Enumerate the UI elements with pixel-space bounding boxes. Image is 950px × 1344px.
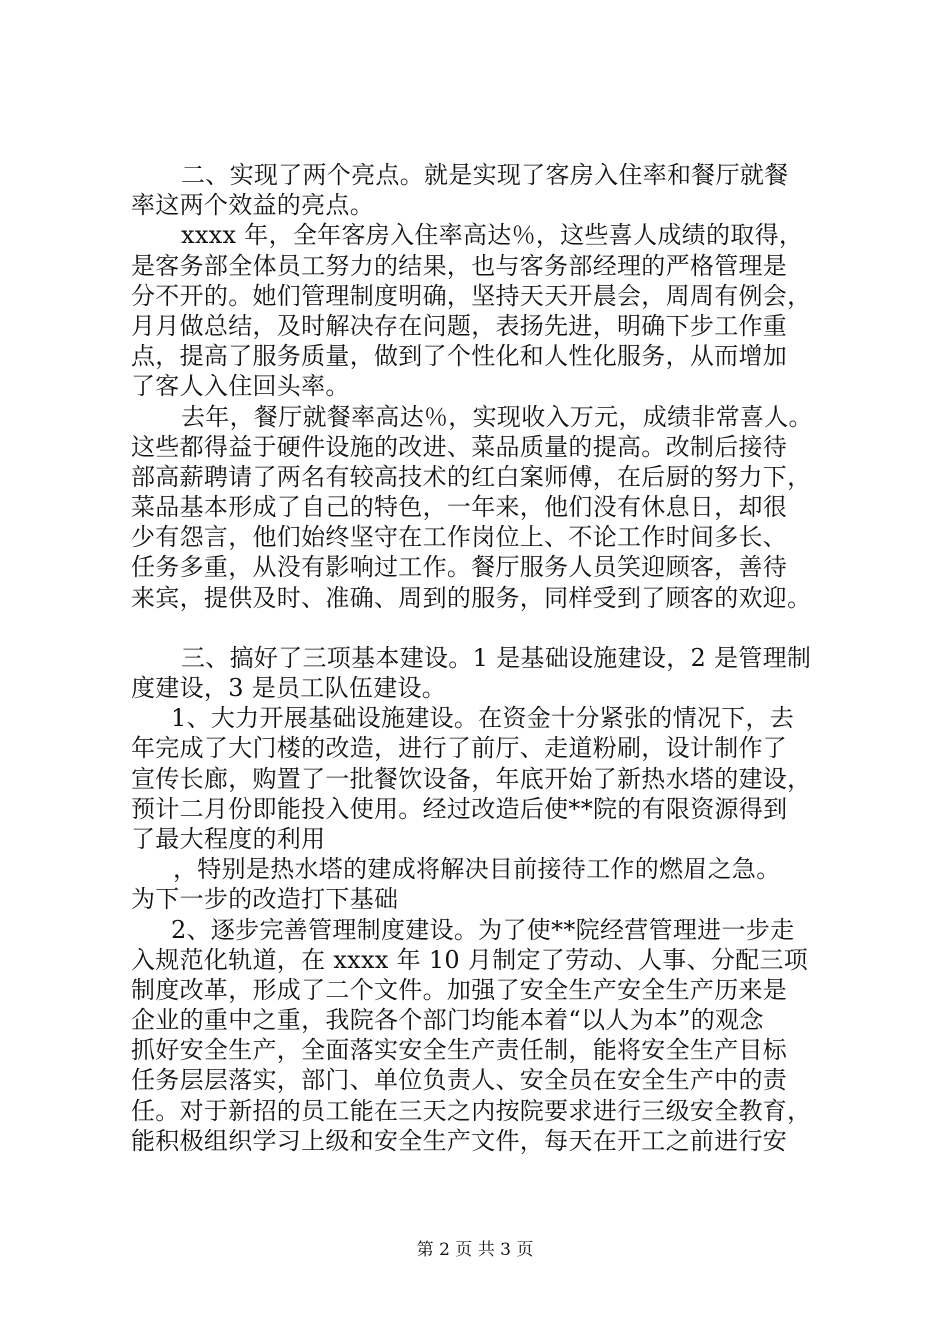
- text-line: 2、逐步完善管理制度建设。为了使**院经营管理进一步走: [171, 915, 795, 944]
- document-body: [131, 160, 831, 1156]
- text-line: 率这两个效益的亮点。: [131, 191, 374, 220]
- text-line: 少有怨言，他们始终坚守在工作岗位上、不论工作时间多长、: [131, 523, 788, 552]
- text-line: 去年，餐厅就餐率高达％，实现收入万元，成绩非常喜人。: [181, 402, 813, 431]
- text-line: 菜品基本形成了自己的特色，一年来，他们没有休息日，却很: [131, 493, 788, 522]
- text-line: xxxx 年，全年客房入住率高达％，这些喜人成绩的取得，: [181, 221, 804, 250]
- text-line: ，特别是热水塔的建成将解决目前接待工作的燃眉之急。: [173, 855, 781, 884]
- text-line: 企业的重中之重，我院各个部门均能本着“以人为本”的观念: [131, 1006, 764, 1035]
- text-line: 为下一步的改造打下基础: [131, 885, 399, 914]
- text-line: 入规范化轨道，在 xxxx 年 10 月制定了劳动、人事、分配三项: [131, 945, 809, 974]
- text-line: 任务层层落实，部门、单位负责人、安全员在安全生产中的责: [131, 1066, 788, 1095]
- text-line: 二、实现了两个亮点。就是实现了客房入住率和餐厅就餐: [181, 161, 789, 189]
- text-line: 宣传长廊，购置了一批餐饮设备，年底开始了新热水塔的建设，: [131, 764, 812, 793]
- text-line: 这些都得益于硬件设施的改进、菜品质量的提高。改制后接待: [131, 432, 788, 461]
- text-line: 抓好安全生产，全面落实安全生产责任制，能将安全生产目标: [131, 1036, 788, 1065]
- text-line: 任务多重，从没有影响过工作。餐厅服务人员笑迎顾客，善待: [131, 553, 788, 582]
- text-line: 能积极组织学习上级和安全生产文件，每天在开工之前进行安: [131, 1126, 788, 1155]
- text-line: 任。对于新招的员工能在三天之内按院要求进行三级安全教育，: [131, 1096, 812, 1125]
- text-line: 年完成了大门楼的改造，进行了前厅、走道粉刷，设计制作了: [131, 734, 788, 763]
- text-line: 月月做总结，及时解决存在问题，表扬先进，明确下步工作重: [131, 311, 788, 340]
- page-footer: [0, 1239, 950, 1261]
- text-line: 是客务部全体员工努力的结果，也与客务部经理的严格管理是: [131, 251, 788, 280]
- text-line: 1、大力开展基础设施建设。在资金十分紧张的情况下，去: [171, 704, 795, 733]
- page-number-label: 第 2 页 共 3 页: [416, 1240, 534, 1260]
- text-line: 来宾，提供及时、准确、周到的服务，同样受到了顾客的欢迎。: [131, 583, 812, 612]
- text-line: 度建设，3 是员工队伍建设。: [131, 674, 447, 702]
- text-line: 了客人入住回头率。: [131, 372, 350, 401]
- paragraph-gap: [131, 613, 831, 643]
- text-line: 预计二月份即能投入使用。经过改造后使**院的有限资源得到: [131, 794, 788, 823]
- text-line: 分不开的。她们管理制度明确，坚持天天开晨会，周周有例会，: [131, 281, 812, 310]
- text-line: 了最大程度的利用: [131, 824, 326, 853]
- text-line: 点，提高了服务质量，做到了个性化和人性化服务，从而增加: [131, 342, 788, 371]
- text-line: 制度改革，形成了二个文件。加强了安全生产安全生产历来是: [131, 975, 788, 1004]
- text-line: 部高薪聘请了两名有较高技术的红白案师傅，在后厨的努力下，: [131, 462, 812, 491]
- text-line: 三、搞好了三项基本建设。1 是基础设施建设，2 是管理制: [181, 643, 812, 672]
